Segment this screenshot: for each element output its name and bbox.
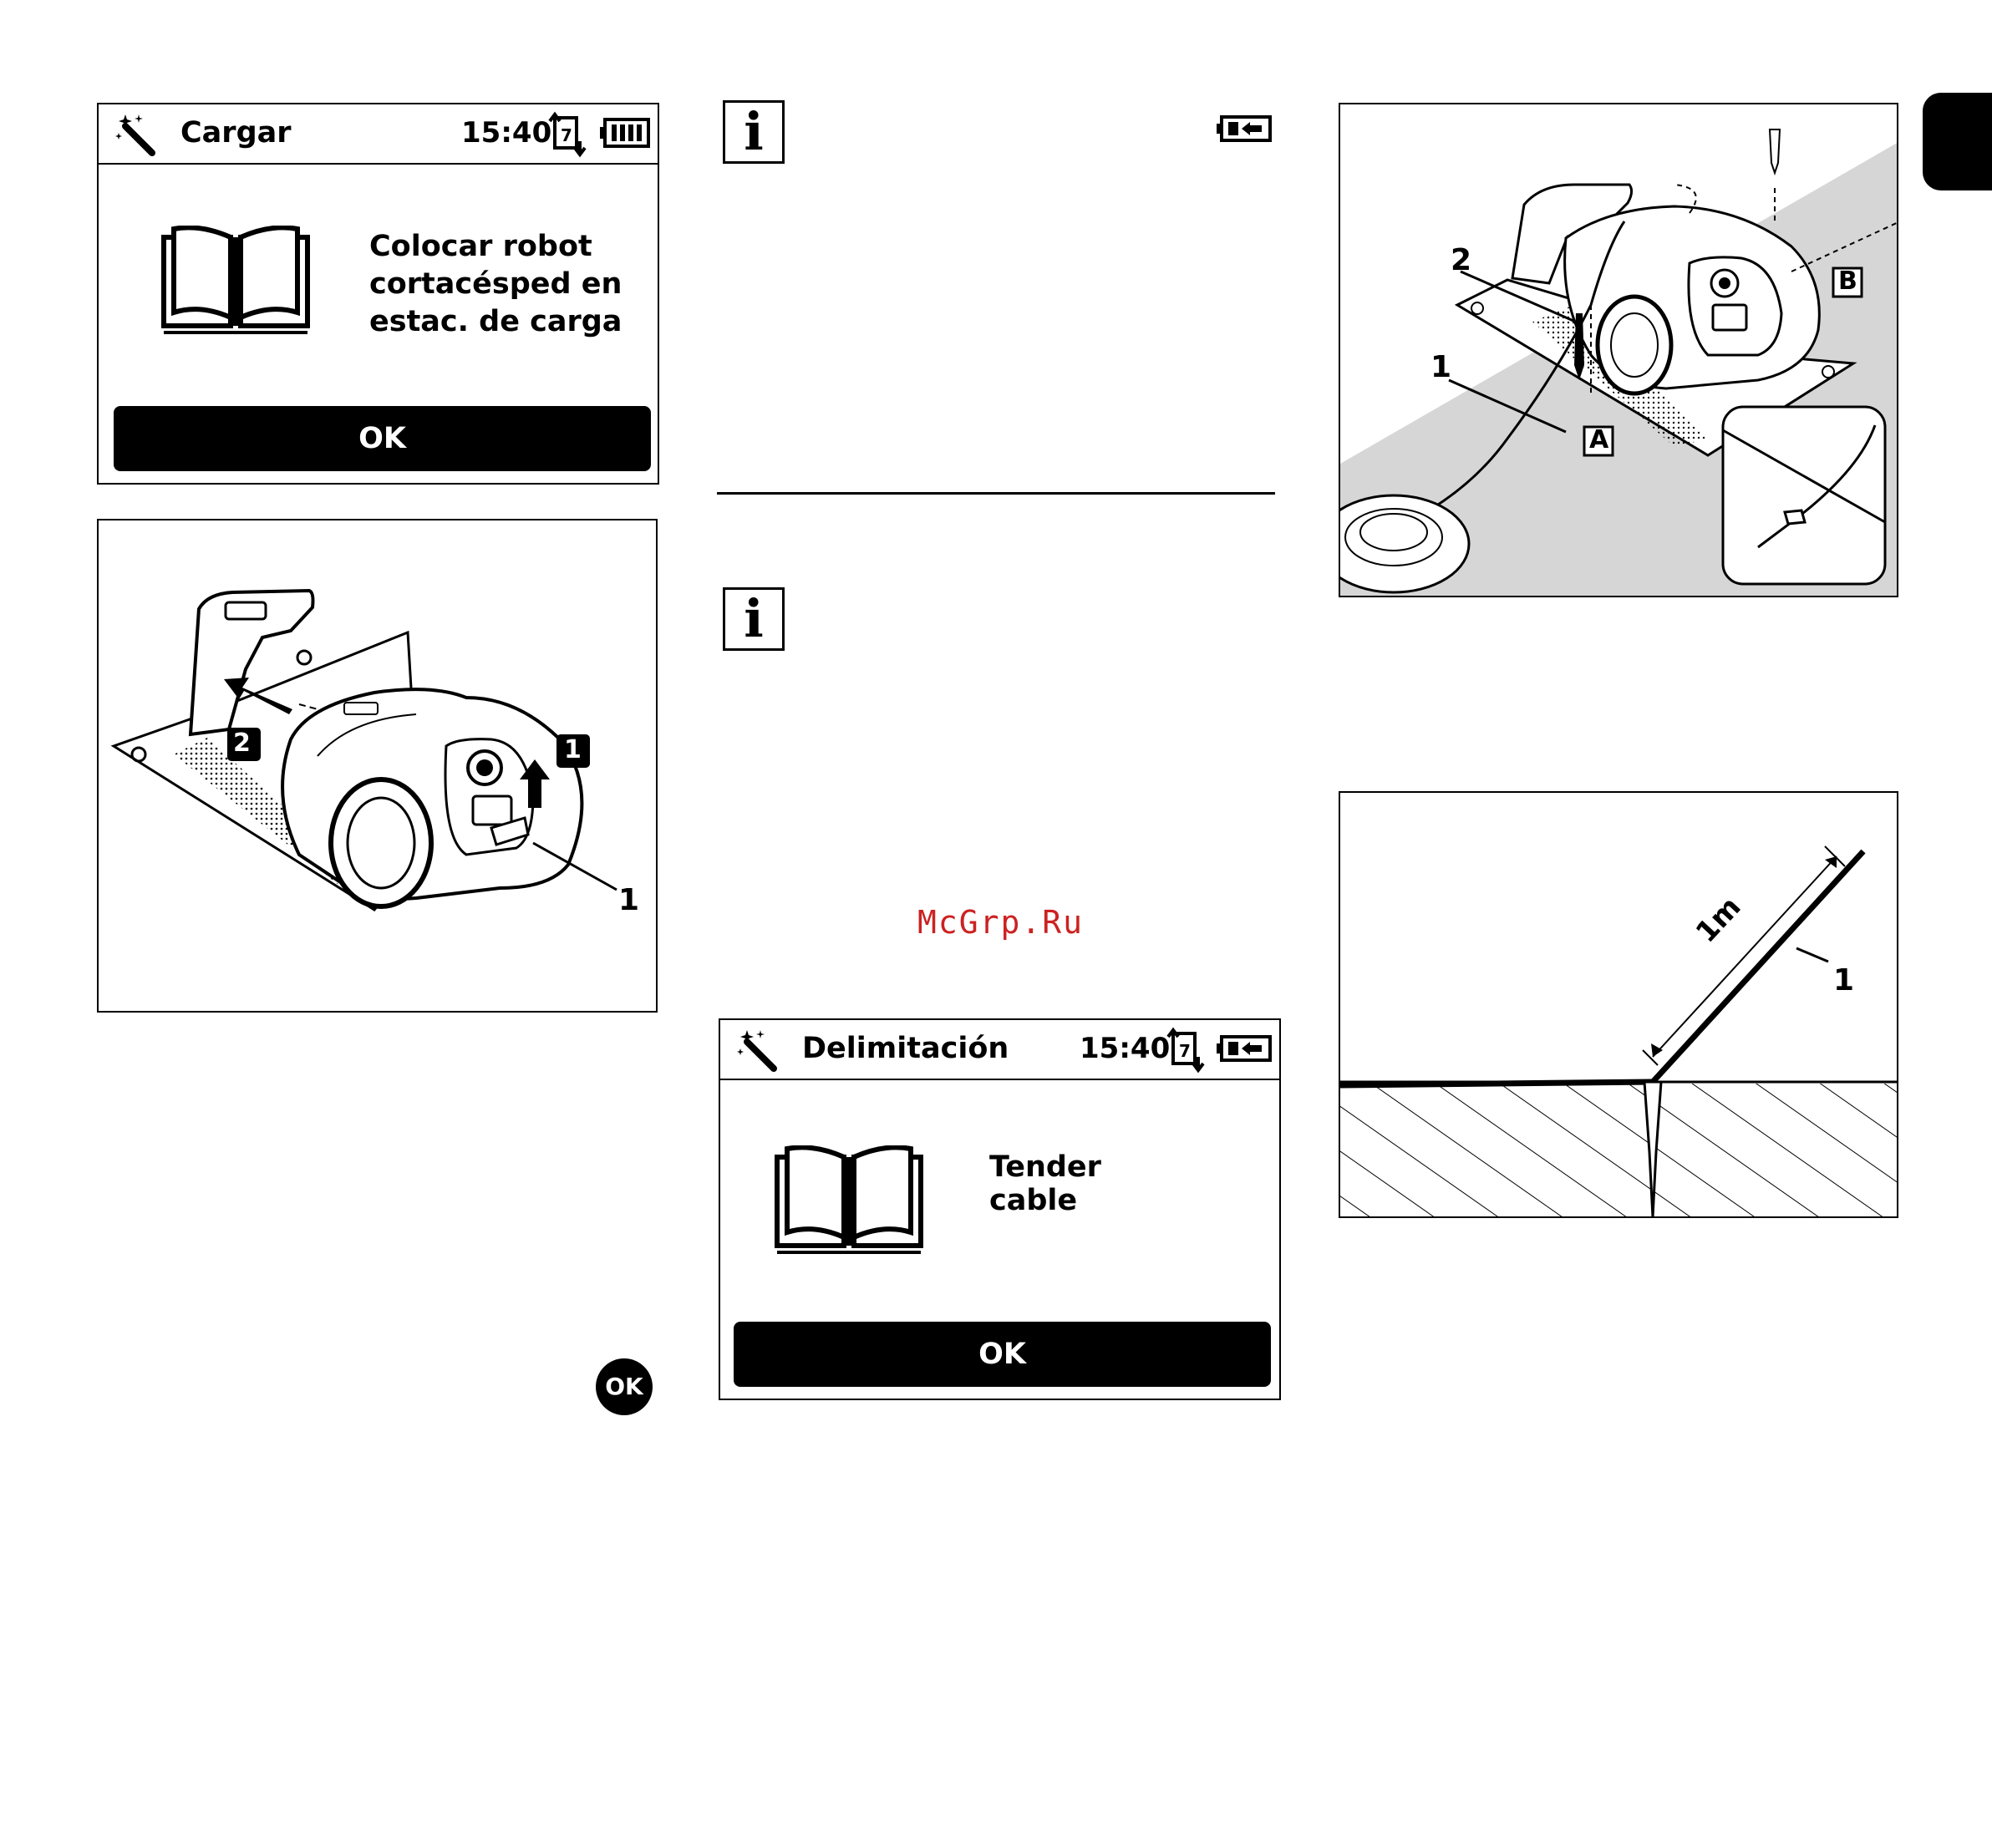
figure-wire-install — [1339, 103, 1898, 597]
screen-header — [99, 104, 658, 165]
ok-button[interactable]: OK — [114, 406, 651, 471]
clock-time: 15:40 — [461, 116, 552, 150]
screen-header — [720, 1020, 1279, 1080]
message-line: Colocar robot — [369, 230, 592, 263]
callout-1: 1 — [1833, 963, 1855, 998]
message-line: cortacésped en — [369, 267, 622, 301]
callout-1: 1 — [1430, 350, 1452, 384]
screen-title: Delimitación — [802, 1032, 1009, 1065]
section-tab — [1923, 93, 1992, 190]
boundary-wire-raised — [1653, 851, 1863, 1082]
weekly-schedule-icon — [546, 111, 588, 158]
ok-key-icon: OK — [596, 1358, 653, 1415]
figure-docking — [97, 519, 658, 1013]
figure-wire-length — [1339, 791, 1898, 1218]
watermark: McGrp.Ru — [917, 904, 1085, 941]
magic-wand-icon — [114, 111, 160, 158]
manual-book-icon — [772, 1145, 926, 1254]
message-line: Tender — [989, 1150, 1101, 1184]
battery-full-icon — [598, 116, 652, 150]
boundary-wire — [1340, 1082, 1653, 1085]
length-label: 1m — [1690, 890, 1748, 950]
magic-wand-icon — [735, 1027, 782, 1074]
ok-button[interactable]: OK — [734, 1322, 1271, 1387]
power-plug-icon — [1217, 1033, 1273, 1064]
robot-docking-illustration — [99, 520, 658, 1013]
callout-2: 2 — [1451, 243, 1472, 277]
day-indicator: 7 — [561, 125, 572, 145]
info-icon: i — [723, 100, 785, 164]
section-divider — [717, 492, 1275, 495]
screen-message — [369, 228, 622, 341]
day-indicator: 7 — [1179, 1041, 1191, 1061]
label-b: B — [1838, 267, 1857, 296]
power-plug-icon — [1217, 114, 1273, 144]
callout-1: 1 — [618, 883, 640, 917]
ground-section — [1340, 1084, 1898, 1218]
step-label-2: 2 — [233, 729, 251, 758]
message-line: cable — [989, 1184, 1078, 1217]
screen-message — [989, 1150, 1101, 1217]
detail-inset — [1723, 407, 1885, 584]
screen-delimitacion — [719, 1018, 1281, 1400]
screen-cargar — [97, 103, 659, 485]
step-label-1: 1 — [564, 735, 582, 764]
wire-length-illustration — [1340, 793, 1898, 1218]
wire-install-illustration — [1340, 104, 1898, 597]
label-a: A — [1589, 425, 1609, 454]
clock-time: 15:40 — [1080, 1032, 1171, 1065]
screen-title: Cargar — [180, 116, 292, 150]
message-line: estac. de carga — [369, 305, 622, 338]
manual-book-icon — [159, 226, 313, 334]
weekly-schedule-icon — [1165, 1027, 1207, 1074]
info-icon: i — [723, 587, 785, 651]
